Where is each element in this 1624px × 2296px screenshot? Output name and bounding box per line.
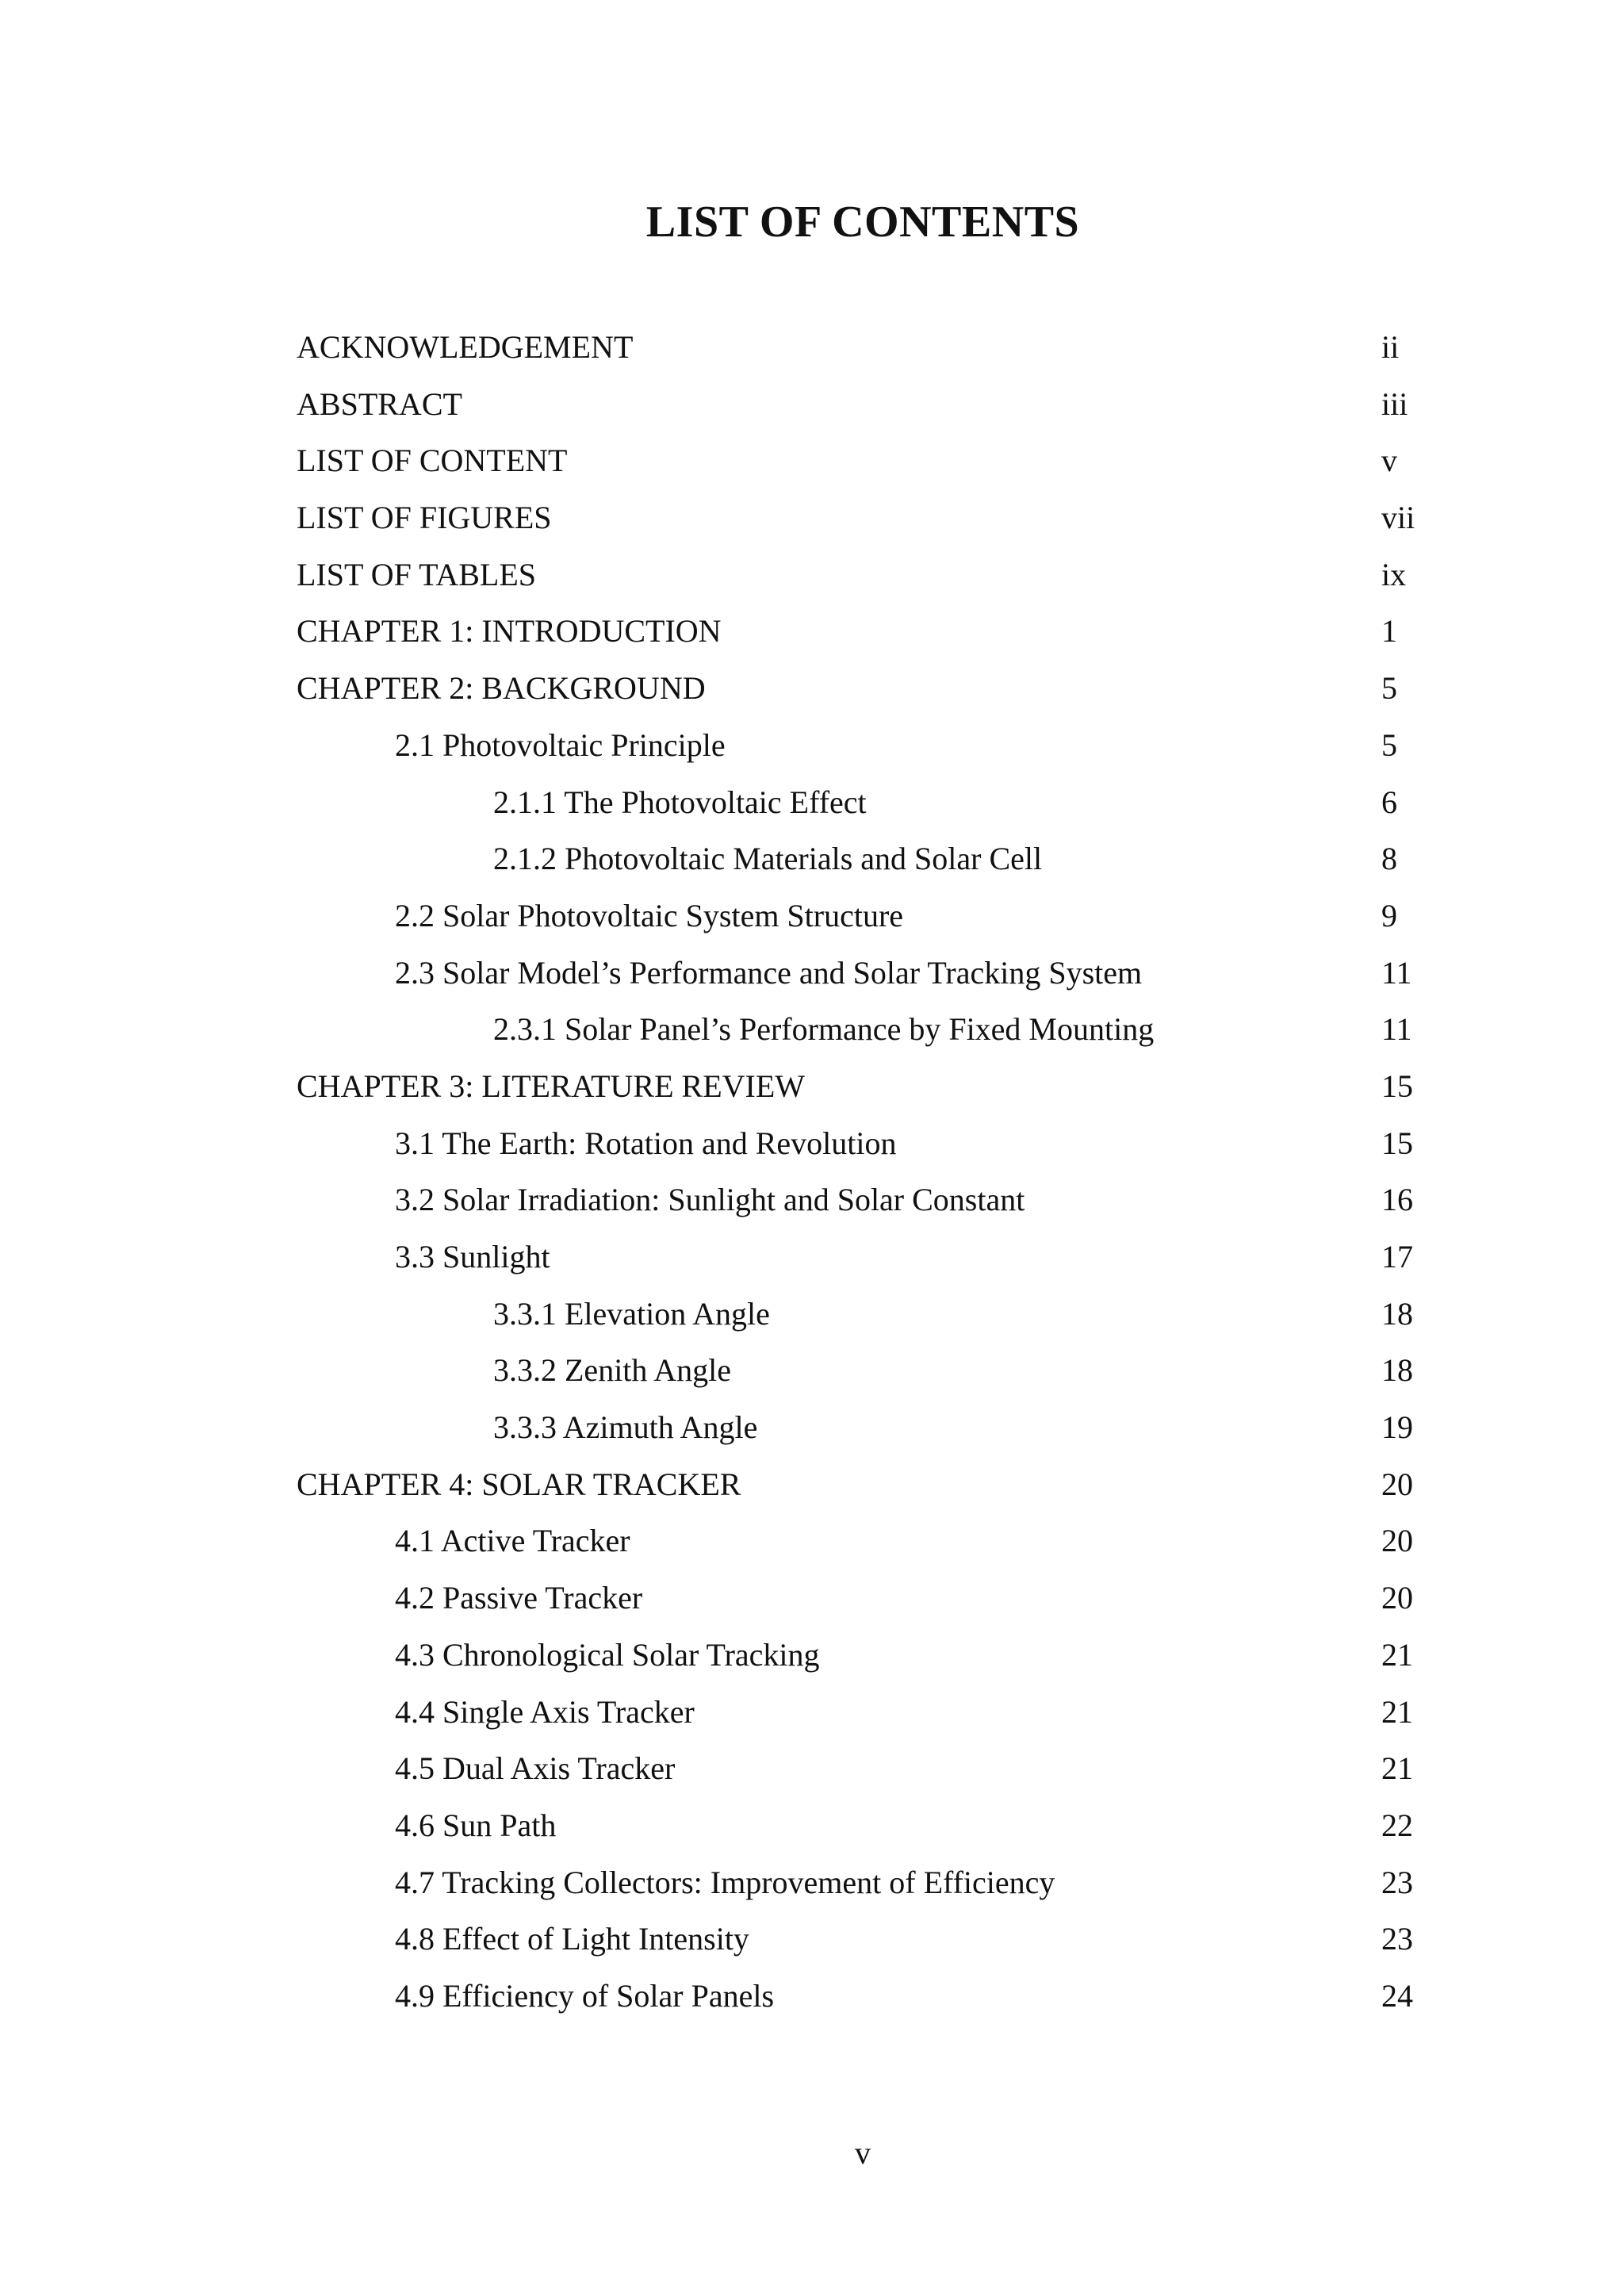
toc-entry (0, 1797, 1624, 1854)
toc-entry (0, 1570, 1624, 1627)
toc-entry-label: 2.3.1 Solar Panel’s Performance by Fixed Mounting (493, 1011, 1155, 1048)
toc-entry (0, 1854, 1624, 1911)
toc-entry-page: 23 (1381, 1921, 1413, 1957)
page-number: v (855, 2135, 871, 2171)
toc-entry-label: 4.1 Active Tracker (395, 1523, 630, 1559)
toc-entry-page: 16 (1381, 1182, 1413, 1218)
toc-entry-page: vii (1381, 500, 1415, 536)
toc-entry-label: 2.1.2 Photovoltaic Materials and Solar Cell (493, 841, 1043, 877)
toc-entry-label: 3.3.2 Zenith Angle (493, 1352, 731, 1389)
toc-entry-page: 20 (1381, 1580, 1413, 1616)
table-of-contents (0, 319, 1624, 2025)
toc-entry (0, 887, 1624, 945)
toc-entry-page: 20 (1381, 1466, 1413, 1502)
page-title: LIST OF CONTENTS (645, 197, 1080, 247)
toc-entry (0, 603, 1624, 660)
toc-entry-page: 11 (1381, 954, 1412, 991)
toc-entry-label: 3.3.3 Azimuth Angle (493, 1409, 758, 1446)
toc-entry-page: 15 (1381, 1068, 1413, 1104)
toc-entry-label: CHAPTER 4: SOLAR TRACKER (297, 1466, 741, 1502)
toc-entry (0, 660, 1624, 717)
toc-entry (0, 1228, 1624, 1286)
toc-entry-page: 9 (1381, 897, 1397, 933)
toc-entry (0, 1058, 1624, 1115)
toc-entry (0, 432, 1624, 489)
toc-entry-label: 4.4 Single Axis Tracker (395, 1693, 695, 1730)
toc-entry (0, 717, 1624, 774)
toc-entry-page: 21 (1381, 1750, 1413, 1787)
toc-entry-page: 22 (1381, 1807, 1413, 1843)
toc-entry-page: 21 (1381, 1693, 1413, 1730)
toc-entry-page: 5 (1381, 726, 1397, 763)
toc-entry-label: LIST OF CONTENT (297, 443, 568, 479)
toc-entry (0, 774, 1624, 831)
toc-entry (0, 1512, 1624, 1570)
toc-entry-page: 19 (1381, 1409, 1413, 1446)
toc-entry-label: 4.5 Dual Axis Tracker (395, 1750, 676, 1787)
toc-entry-label: 2.3 Solar Model’s Performance and Solar Tracking System (395, 954, 1143, 991)
toc-entry (0, 1342, 1624, 1399)
toc-entry-page: 5 (1381, 670, 1397, 707)
toc-entry (0, 830, 1624, 887)
toc-entry (0, 546, 1624, 604)
toc-entry (0, 1740, 1624, 1797)
toc-entry-label: CHAPTER 1: INTRODUCTION (297, 613, 722, 650)
toc-entry (0, 489, 1624, 546)
toc-entry (0, 1001, 1624, 1058)
toc-entry-label: CHAPTER 3: LITERATURE REVIEW (297, 1068, 806, 1104)
toc-entry-label: 4.9 Efficiency of Solar Panels (395, 1977, 775, 2014)
toc-entry-page: 1 (1381, 613, 1397, 650)
toc-entry (0, 1684, 1624, 1741)
toc-entry-page: iii (1381, 385, 1408, 422)
toc-entry-label: 4.6 Sun Path (395, 1807, 557, 1843)
toc-entry-label: CHAPTER 2: BACKGROUND (297, 670, 706, 707)
toc-entry-label: 2.2 Solar Photovoltaic System Structure (395, 897, 904, 933)
toc-entry-label: ABSTRACT (297, 385, 462, 422)
toc-entry (0, 945, 1624, 1002)
toc-entry-label: LIST OF TABLES (297, 556, 537, 592)
toc-entry (0, 1115, 1624, 1172)
toc-entry-label: 4.2 Passive Tracker (395, 1580, 643, 1616)
toc-entry-page: 15 (1381, 1125, 1413, 1161)
toc-entry (0, 1399, 1624, 1456)
toc-entry (0, 319, 1624, 376)
toc-entry (0, 1286, 1624, 1343)
toc-entry-label: 3.2 Solar Irradiation: Sunlight and Solar Constant (395, 1182, 1025, 1218)
toc-entry-label: 3.3.1 Elevation Angle (493, 1295, 770, 1332)
toc-entry-page: 21 (1381, 1636, 1413, 1673)
toc-entry-label: ACKNOWLEDGEMENT (297, 329, 634, 365)
toc-entry-label: 4.7 Tracking Collectors: Improvement of Efficiency (395, 1864, 1055, 1900)
toc-entry-label: 2.1 Photovoltaic Principle (395, 726, 726, 763)
toc-entry (0, 1968, 1624, 2025)
toc-entry-page: 6 (1381, 784, 1397, 820)
toc-entry-page: ix (1381, 556, 1407, 592)
toc-entry-label: 2.1.1 The Photovoltaic Effect (493, 784, 867, 820)
toc-entry-label: 3.1 The Earth: Rotation and Revolution (395, 1125, 897, 1161)
toc-entry-page: 17 (1381, 1239, 1413, 1274)
toc-entry-page: 18 (1381, 1295, 1413, 1332)
toc-entry-page: 20 (1381, 1523, 1413, 1559)
toc-entry-label: 4.8 Effect of Light Intensity (395, 1921, 749, 1957)
toc-entry-page: ii (1381, 329, 1400, 365)
toc-entry (0, 1171, 1624, 1228)
toc-entry-page: 23 (1381, 1864, 1413, 1900)
toc-entry (0, 1456, 1624, 1513)
toc-entry (0, 1911, 1624, 1968)
toc-entry-page: 8 (1381, 841, 1397, 877)
toc-entry-label: 3.3 Sunlight (395, 1239, 550, 1274)
toc-entry-page: 18 (1381, 1352, 1413, 1389)
toc-entry (0, 376, 1624, 433)
toc-entry-page: 11 (1381, 1011, 1412, 1048)
toc-entry-label: LIST OF FIGURES (297, 500, 552, 536)
toc-entry-page: 24 (1381, 1977, 1413, 2014)
toc-entry-label: 4.3 Chronological Solar Tracking (395, 1636, 820, 1673)
toc-entry-page: v (1381, 443, 1397, 479)
toc-entry (0, 1627, 1624, 1684)
